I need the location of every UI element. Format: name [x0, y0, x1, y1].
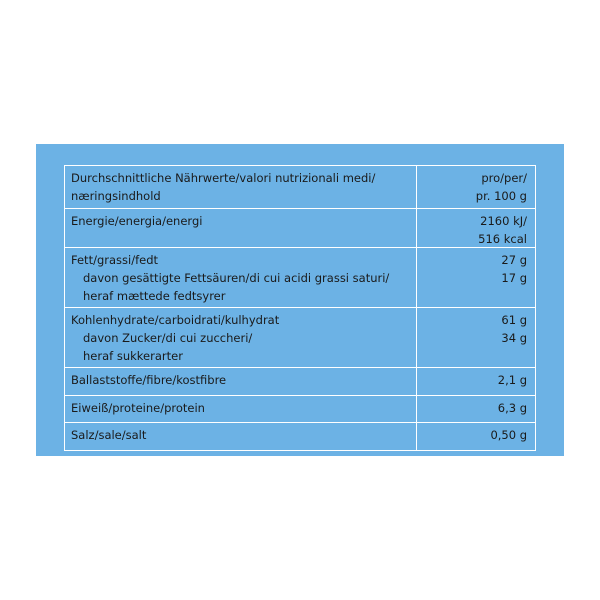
protein-label-cell — [65, 396, 417, 422]
header-value-line2: pr. 100 g — [475, 189, 527, 203]
salt-label: Salz/sale/salt — [71, 428, 147, 442]
nutrition-table — [64, 165, 536, 451]
sugar-value: 34 g — [501, 331, 527, 345]
header-label-line1: Durchschnittliche Nährwerte/valori nutrizionali medi/ — [71, 171, 376, 185]
energy-label-cell — [65, 209, 417, 247]
fat-label: Fett/grassi/fedt — [71, 253, 159, 267]
carbohydrate-value: 61 g — [501, 313, 527, 327]
nutrition-panel — [36, 144, 564, 456]
energy-value-kcal: 516 kcal — [478, 232, 527, 246]
table-row-carbohydrate — [65, 308, 535, 368]
fibre-label: Ballaststoffe/fibre/kostfibre — [71, 373, 227, 387]
fibre-label-cell — [65, 368, 417, 395]
header-label-cell — [65, 166, 417, 208]
fat-value: 27 g — [501, 253, 527, 267]
fibre-value: 2,1 g — [497, 373, 527, 387]
header-value-cell — [417, 166, 535, 208]
protein-value: 6,3 g — [497, 401, 527, 415]
fat-value-cell — [417, 248, 535, 307]
carbohydrate-label-cell — [65, 308, 417, 367]
fibre-value-cell — [417, 368, 535, 395]
salt-value-cell — [417, 423, 535, 450]
salt-value: 0,50 g — [490, 428, 527, 442]
table-row-fat — [65, 248, 535, 308]
energy-value-kj: 2160 kJ/ — [480, 214, 527, 228]
sugar-label-line2: heraf sukkerarter — [83, 349, 183, 363]
fat-label-cell — [65, 248, 417, 307]
table-row-salt — [65, 423, 535, 450]
header-label-line2: næringsindhold — [71, 189, 161, 203]
saturated-fat-label-line1: davon gesättigte Fettsäuren/di cui acidi grassi saturi/ — [83, 271, 390, 285]
header-value-line1: pro/per/ — [481, 171, 527, 185]
protein-label: Eiweiß/proteine/protein — [71, 401, 205, 415]
energy-label: Energie/energia/energi — [71, 214, 203, 228]
table-header-row — [65, 166, 535, 209]
carbohydrate-label: Kohlenhydrate/carboidrati/kulhydrat — [71, 313, 280, 327]
saturated-fat-label-line2: heraf mættede fedtsyrer — [83, 289, 226, 303]
sugar-label-line1: davon Zucker/di cui zuccheri/ — [83, 331, 253, 345]
table-row-protein — [65, 396, 535, 423]
table-row-energy — [65, 209, 535, 248]
protein-value-cell — [417, 396, 535, 422]
salt-label-cell — [65, 423, 417, 450]
table-row-fibre — [65, 368, 535, 396]
energy-value-cell — [417, 209, 535, 247]
saturated-fat-value: 17 g — [501, 271, 527, 285]
carbohydrate-value-cell — [417, 308, 535, 367]
